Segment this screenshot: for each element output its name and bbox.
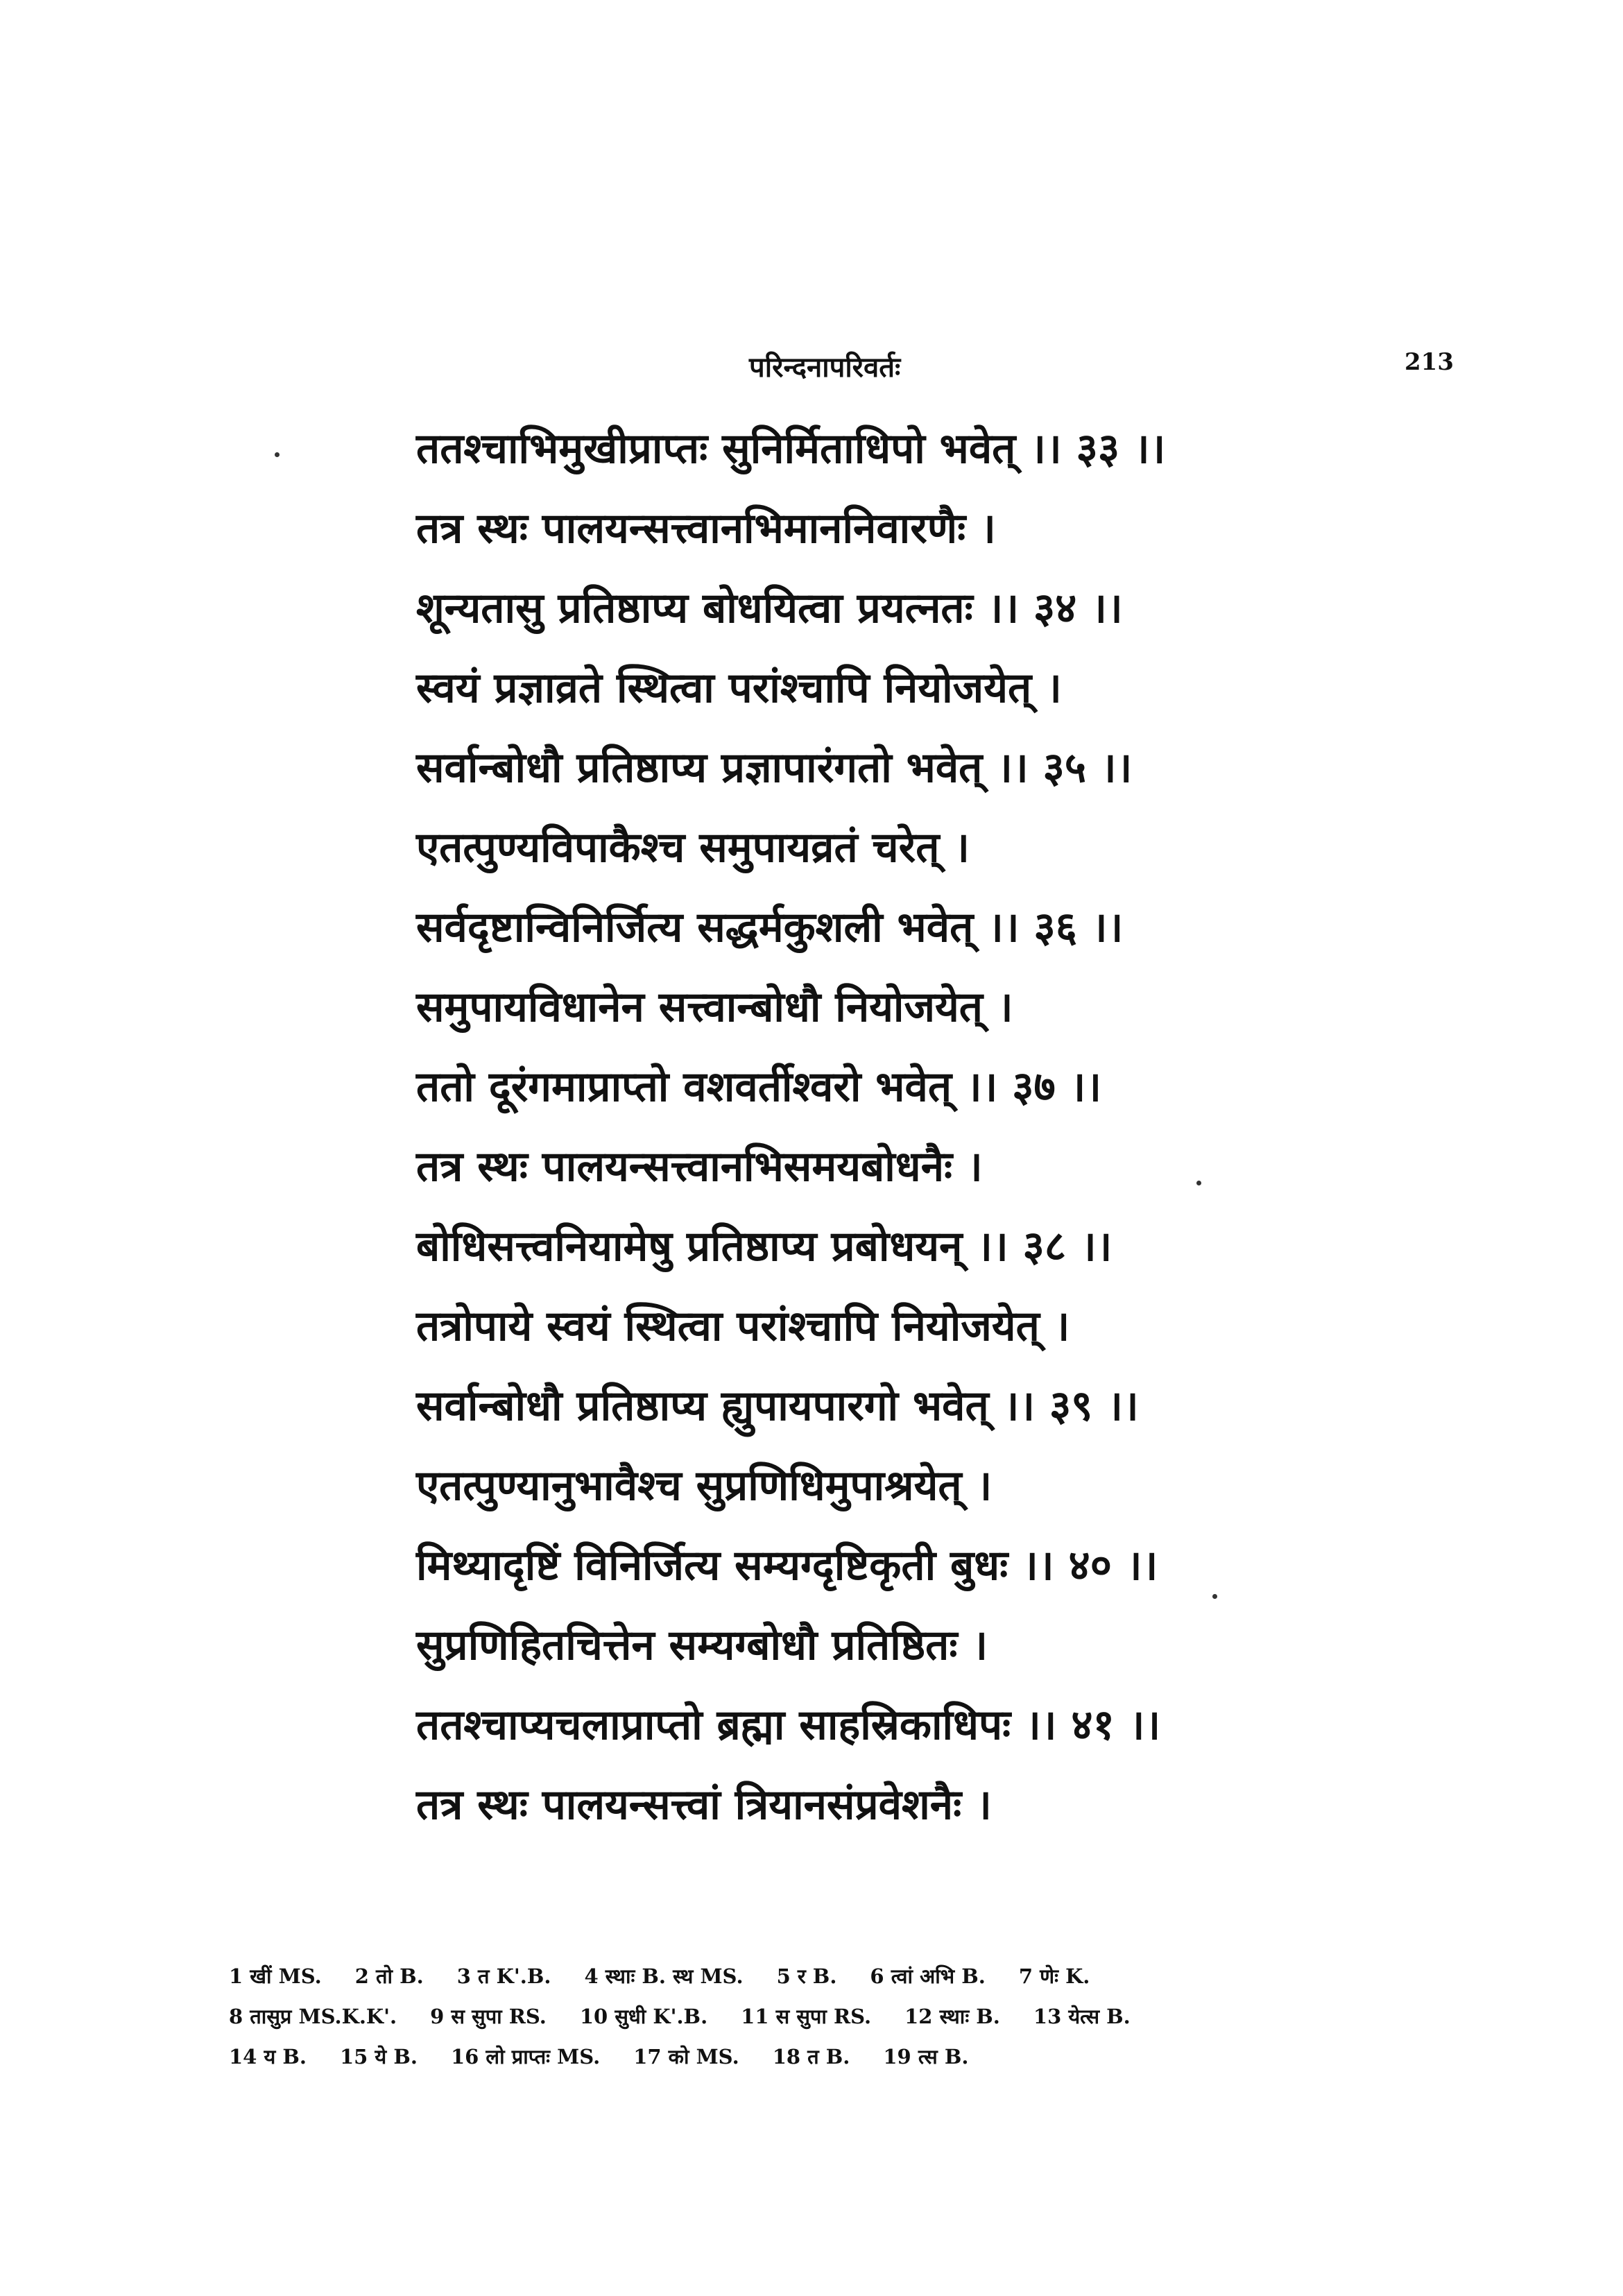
verse-line: ततश्चाप्यचलाप्राप्तो ब्रह्मा साहस्रिकाधिपः ।। ४१ ।। [416,1701,1161,1749]
stray-mark [275,452,280,457]
footnote: 17 को MS. [633,2045,739,2068]
footnote-line [229,2037,1450,2077]
footnote: 8 तासुप्र MS.K.K'. [229,2005,397,2028]
verse-line: ततश्चाभिमुखीप्राप्तः सुनिर्मिताधिपो भवेत् ।। ३३ ।। [416,425,1166,473]
footnote: 2 तो B. [354,1964,424,1988]
footnote: 16 लो प्राप्तः MS. [450,2045,601,2068]
verse-line: तत्र स्थः पालयन्सत्त्वानभिसमयबोधनैः । [416,1142,983,1191]
verse-line: एतत्पुण्यविपाकैश्च समुपायव्रतं चरेत् । [416,823,970,872]
footnote: 14 य B. [229,2045,307,2068]
footnote: 15 ये B. [339,2045,418,2068]
footnote: 7 णेः K. [1018,1964,1090,1988]
footnote: 18 त B. [772,2045,850,2068]
footnote: 12 स्थाः B. [904,2005,1000,2028]
footnote-line [229,1996,1450,2037]
verse-line: सर्वान्बोधौ प्रतिष्ठाप्य प्रज्ञापारंगतो भवेत् ।। ३५ ।। [416,744,1133,792]
verse-line: बोधिसत्त्वनियामेषु प्रतिष्ठाप्य प्रबोधयन् ।। ३८ ।। [416,1222,1113,1271]
verse-line: ततो दूरंगमाप्राप्तो वशवर्तीश्वरो भवेत् ।। ३७ ।। [416,1063,1102,1111]
verse-line: तत्रोपाये स्वयं स्थित्वा परांश्चापि नियोजयेत् । [416,1302,1070,1351]
footnote: 3 त K'.B. [456,1964,551,1988]
footnote: 5 र B. [776,1964,837,1988]
footnote: 1 खीं MS. [229,1964,322,1988]
verse-line: शून्यतासु प्रतिष्ठाप्य बोधयित्वा प्रयत्नतः ।। ३४ ।। [416,584,1123,633]
verse-block [416,409,1318,1845]
footnote: 13 येत्स B. [1033,2005,1131,2028]
verse-line: सर्वान्बोधौ प्रतिष्ठाप्य ह्युपायपारगो भवेत् ।। ३९ ।। [416,1382,1139,1430]
footnote-line [229,1956,1450,1996]
footnote: 10 सुधी K'.B. [579,2005,708,2028]
verse-line: मिथ्यादृष्टिं विनिर्जित्य सम्यग्दृष्टिकृती बुधः ।। ४० ।। [416,1541,1158,1590]
footnote: 6 त्वां अभि B. [870,1964,986,1988]
footnote: 19 त्स B. [883,2045,969,2068]
verse-line: तत्र स्थः पालयन्सत्त्वानभिमाननिवारणैः । [416,504,996,553]
verse-line: तत्र स्थः पालयन्सत्त्वां त्रियानसंप्रवेशनैः । [416,1781,992,1829]
footnote: 4 स्थाः B. स्थ MS. [584,1964,744,1988]
verse-line: स्वयं प्रज्ञाव्रते स्थित्वा परांश्चापि नियोजयेत् । [416,664,1062,712]
verse-line: सर्वदृष्टान्विनिर्जित्य सद्धर्मकुशली भवेत् ।। ३६ ।। [416,903,1124,952]
footnote: 11 स सुपा RS. [741,2005,872,2028]
page-header-title: परिन्दनापरिवर्तः [749,351,901,384]
verse-line: एतत्पुण्यानुभावैश्च सुप्रणिधिमुपाश्रयेत् । [416,1462,993,1510]
verse-line: सुप्रणिहितचित्तेन सम्यग्बोधौ प्रतिष्ठितः । [416,1621,988,1670]
page-number: 213 [1405,348,1454,376]
verse-line: समुपायविधानेन सत्त्वान्बोधौ नियोजयेत् । [416,983,1013,1031]
footnotes [229,1956,1450,2077]
footnote: 9 स सुपा RS. [430,2005,547,2028]
